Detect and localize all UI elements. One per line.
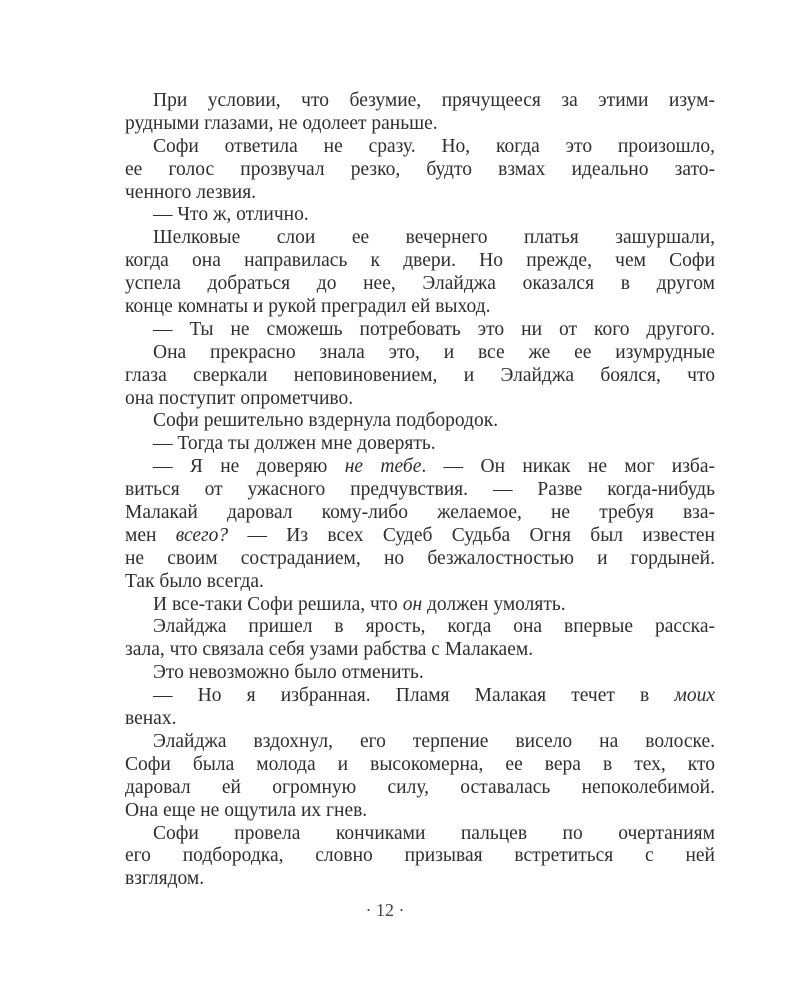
text-line: [125, 685, 715, 708]
text-run: Она прекрасно знала это, и все же ее изумрудные: [153, 341, 715, 363]
text-run: зала, что связала себя узами рабства с Малакаем.: [125, 639, 534, 661]
text-run: венах.: [125, 708, 177, 730]
italic-text: он: [402, 593, 423, 615]
text-run: его подбородка, словно призывая встретиться с ней: [125, 845, 715, 867]
text-run: Софи ответила не сразу. Но, когда это произошло,: [153, 135, 715, 157]
text-run: Шелковые слои ее вечернего платья зашуршали,: [153, 227, 715, 249]
text-run: — Тогда ты должен мне доверять.: [153, 433, 436, 455]
text-line: [125, 479, 715, 502]
text-line: [125, 90, 715, 113]
text-line: [125, 319, 715, 342]
text-line: [125, 594, 715, 617]
text-line: [125, 502, 715, 525]
text-line: [125, 182, 715, 205]
italic-text: моих: [674, 685, 715, 707]
text-line: [125, 456, 715, 479]
text-line: [125, 823, 715, 846]
text-run: Софи решительно вздернула подбородок.: [153, 410, 499, 432]
text-run: — Я не доверяю: [153, 456, 345, 478]
text-run: рудными глазами, не одолеет раньше.: [125, 112, 438, 134]
text-line: [125, 845, 715, 868]
text-line: [125, 639, 715, 662]
text-run: взглядом.: [125, 868, 205, 890]
text-line: [125, 365, 715, 388]
page-number: · 12 ·: [365, 900, 405, 920]
text-run: виться от ужасного предчувствия. — Разве когда-нибудь: [125, 479, 715, 501]
text-line: [125, 800, 715, 823]
text-line: [125, 273, 715, 296]
text-run: мен: [125, 524, 176, 546]
text-line: [125, 433, 715, 456]
text-run: когда она направилась к двери. Но прежде, чем Софи: [125, 250, 715, 272]
text-line: [125, 159, 715, 182]
italic-text: не тебе: [344, 456, 422, 478]
text-run: — Из всех Судеб Судьба Огня был известен: [228, 524, 715, 546]
text-run: Софи была молода и высокомерна, ее вера в тех, кто: [125, 753, 715, 775]
text-run: она поступит опрометчиво.: [125, 387, 354, 409]
text-line: [125, 868, 715, 891]
text-run: ченного лезвия.: [125, 181, 257, 203]
text-run: — Что ж, отлично.: [153, 204, 309, 226]
text-line: [125, 227, 715, 250]
text-line: [125, 754, 715, 777]
text-line: [125, 204, 715, 227]
text-line: [125, 525, 715, 548]
text-run: — Ты не сможешь потребовать это ни от кого другого.: [153, 318, 715, 340]
text-line: [125, 296, 715, 319]
text-line: [125, 708, 715, 731]
text-line: [125, 113, 715, 136]
text-run: не своим состраданием, но безжалостностью и гордыней.: [125, 547, 715, 569]
text-run: И все-таки Софи решила, что: [153, 593, 403, 615]
text-run: Элайджа вздохнул, его терпение висело на волоске.: [153, 730, 715, 752]
body-text: [125, 90, 715, 891]
text-run: глаза сверкали неповиновением, и Элайджа боялся, что: [125, 364, 715, 386]
text-run: Она еще не ощутила их гнев.: [125, 799, 368, 821]
text-line: [125, 777, 715, 800]
text-line: [125, 136, 715, 159]
text-run: При условии, что безумие, прячущееся за этими изум-: [153, 90, 715, 111]
text-line: [125, 662, 715, 685]
text-line: [125, 410, 715, 433]
text-line: [125, 548, 715, 571]
text-line: [125, 250, 715, 273]
text-line: [125, 571, 715, 594]
text-run: должен умолять.: [422, 593, 566, 615]
text-run: Это невозможно было отменить.: [153, 662, 424, 684]
text-run: конце комнаты и рукой преградил ей выход.: [125, 296, 491, 318]
text-line: [125, 616, 715, 639]
text-run: Софи провела кончиками пальцев по очертаниям: [153, 822, 715, 844]
italic-text: всего?: [175, 524, 229, 546]
text-run: — Но я избранная. Пламя Малакая течет в: [153, 685, 675, 707]
text-run: Элайджа пришел в ярость, когда она впервые расска-: [153, 616, 715, 638]
text-run: успела добраться до нее, Элайджа оказался в другом: [125, 273, 715, 295]
text-line: [125, 388, 715, 411]
text-run: Так было всегда.: [125, 570, 264, 592]
text-run: ее голос прозвучал резко, будто взмах идеально зато-: [125, 158, 715, 180]
text-line: [125, 342, 715, 365]
text-run: . — Он никак не мог изба-: [421, 456, 715, 478]
text-run: даровал ей огромную силу, оставалась непоколебимой.: [125, 776, 715, 798]
text-line: [125, 731, 715, 754]
text-run: Малакай даровал кому-либо желаемое, не требуя вза-: [125, 502, 715, 524]
